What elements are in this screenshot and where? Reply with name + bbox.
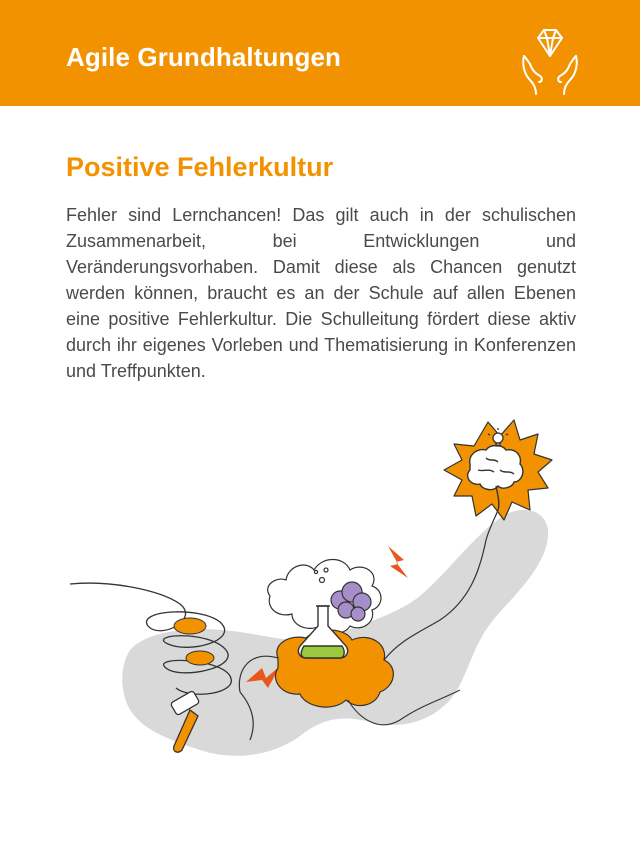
error-culture-illustration (0, 400, 640, 820)
header-title: Agile Grundhaltungen (66, 42, 341, 72)
orange-ring (186, 651, 214, 665)
lightning-bolt-top (388, 546, 408, 578)
orange-ring (174, 618, 206, 634)
diamond-in-hands-icon (510, 20, 590, 100)
header-bar (0, 0, 640, 106)
body-paragraph: Fehler sind Lernchancen! Das gilt auch in der schulischen Zusammenarbeit, bei Entwicklungen und Veränderungsvorhaben. Damit diese als Chancen genutzt werden können, braucht es an der Schule auf allen Ebenen eine positive Fehlerkultur. Die Schulleitung fördert diese aktiv durch ihr eigenes Vorleben und Thematisierung in Konferenzen und Treffpunkten. (66, 205, 576, 381)
section-title: Positive Fehlerkultur (66, 152, 334, 182)
